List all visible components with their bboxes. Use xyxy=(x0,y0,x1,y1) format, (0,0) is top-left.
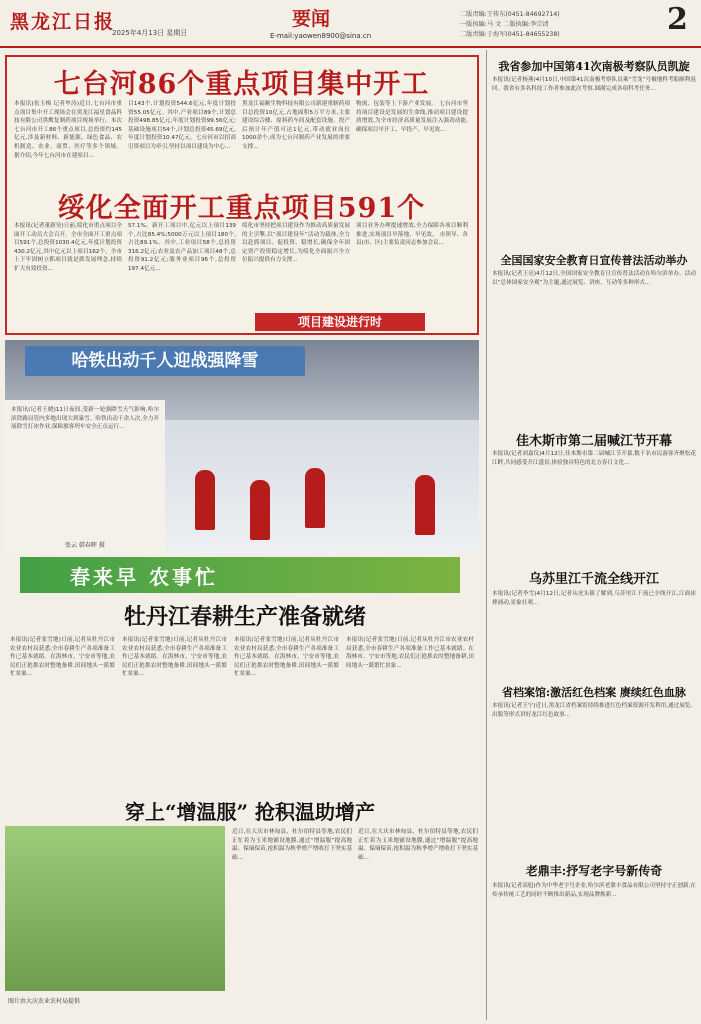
paper-logo: 黑龙江日报 xyxy=(10,11,116,33)
sidebar-body: 本报讯(记者李雪)4月12日,记者从虎头镇了解到,乌苏里江千流已全线开江,江面冰排涌动,景象壮观... xyxy=(492,591,696,606)
sidebar-headline: 佳木斯市第二届喊江节开幕 xyxy=(515,434,672,449)
article-body: 本报讯(记者张雪地)日前,记者从牡丹江市农业农村局获悉,全市春耕生产各项准备工作已基本就绪。在海林市、宁安市等地,农民们正抢抓农时整地备耕,田间地头一派繁忙景象... xyxy=(346,637,474,669)
sidebar-headline: 乌苏里江千流全线开江 xyxy=(528,572,659,587)
headline-mudanjiang: 牡丹江春耕生产准备就绪 xyxy=(123,604,366,630)
field-photo xyxy=(5,826,225,991)
headline-qitaihe: 七台河86个重点项目集中开工 xyxy=(53,69,430,100)
project-tag: 项目建设进行时 xyxy=(255,313,425,331)
headline-suihua: 绥化全面开工重点项目591个 xyxy=(57,193,426,224)
sidebar-body: 本报讯(记者王宁)近日,黑龙江省档案馆持续推进红色档案资源开发利用,通过展览、出版等形式讲好龙江红色故事... xyxy=(492,703,696,718)
worker-figure xyxy=(415,475,435,535)
article-body: 近日,在大庆市林甸县、杜尔伯特县等地,农民们正忙着为玉米地铺设地膜,通过“增温服”提高地温、保墒保苗,抢积温为秋季增产增收打下坚实基础... xyxy=(232,829,352,861)
article-body: 本报讯(记者张雪地)日前,记者从牡丹江市农业农村局获悉,全市春耕生产各项准备工作已基本就绪。在海林市、宁安市等地,农民们正抢抓农时整地备耕,田间地头一派繁忙景象... xyxy=(10,637,115,678)
article-body: 57.1%。新开工项目中,亿元以上项目139个,占比85.4%;5000万元以上项目180个,占比89.1%。其中,工业项目58个,总投资316.2亿元;农业及农产品加工项目48个,总投资91.2亿元;服务业项目96个,总投资197.4亿元... xyxy=(128,223,236,272)
sidebar-headline: 省档案馆:激活红色档案 赓续红色血脉 xyxy=(502,686,686,699)
article-body: 本报讯(记者王晓)11日夜间,受新一轮强降雪天气影响,哈尔滨铁路局管内多地出现大到暴雪。哈铁出动千余人次,全力开展除雪打冰作业,保障旅客列车安全正点运行... xyxy=(11,407,159,431)
issue-date: 2025年4月13日 星期日 xyxy=(112,29,188,37)
spring-banner xyxy=(20,557,460,593)
article-body: 黑龙江福顺生物科技有限公司新建重制药项目总投资10亿元,占地面积5万平方米,主要建设综合楼、原料药车间及配套设施。投产后预计年产值可达1亿元,带动就业岗位1000余个,成为七台河制药产业发展的重要支撑... xyxy=(242,101,350,150)
editor-credits xyxy=(460,10,670,40)
sidebar-body: 本报讯(记者王亮)4月12日,全国国家安全教育日宣传普法活动在哈尔滨举办。活动以“总体国家安全观”为主题,通过展览、讲座、互动等多种形式... xyxy=(492,271,696,286)
photo-caption: 张云 韩春晖 摄 xyxy=(65,542,105,549)
section-title: 要闻 xyxy=(292,8,331,30)
section-email: E-mail:yaowen8900@sina.cn xyxy=(270,32,372,40)
article-body: 本报讯(记者董新昊)日前,绥化市重点项目全面开工动员大会召开。全市全面开工重点项目591个,总投资1030.4亿元,年度计划投资430.2亿元,其中亿元以上项目162个。全市上下牢固树立抓项目就是抓发展理念,持续扩大有效投资... xyxy=(14,223,122,272)
sidebar-headline: 我省参加中国第41次南极考察队员凯旋 xyxy=(498,60,690,73)
spring-banner-text: 春来早 农事忙 xyxy=(70,565,218,589)
column-divider xyxy=(486,50,487,1020)
headline-daqing: 穿上“增温服” 抢积温助增产 xyxy=(125,800,375,824)
worker-figure xyxy=(195,470,215,530)
worker-figure xyxy=(250,480,270,540)
editor-line: 一版执编:马 文 二版执编:李宗清 xyxy=(460,21,549,28)
photo-banner: 哈铁出动千人迎战强降雪 xyxy=(25,346,305,376)
sidebar-headline: 全国国家安全教育日宣传普法活动举办 xyxy=(500,254,688,267)
sidebar-body: 本报讯(记者高旭)作为中华老字号企业,哈尔滨老鼎丰食品有限公司坚持守正创新,在传承传统工艺的同时不断推出新品,实现品牌焕新... xyxy=(492,883,696,898)
article-body: 项目业务办理提速增效,全力保障各项目顺利推进,实现项目早落地、早见效。 市领导、各县(市、区)主要负责同志参加会议... xyxy=(356,223,468,247)
sidebar-body: 本报讯(记者刘嘉仪)4月12日,佳木斯市第二届喊江节开幕,数千名市民游客齐聚松花江畔,共同感受开江盛景,体验独具特色的北方春日文化... xyxy=(492,451,696,466)
article-body: 目143个,计划投资544.6亿元,年度计划投资55.05亿元。其中,产业项目89个,计划总投资498.85亿元,年度计划投资99.56亿元;基础设施项目54个,计划总投资45.69亿元,年度计划投资10.47亿元。七台河市以招商引资项目为牵引,坚持以项目建设为中心... xyxy=(128,101,236,150)
article-body: 物流、包装等上下游产业发展。 七台河市坚持项目建设是发展的生命线,推动项目建设提质增效,为全市经济高质量发展注入强劲动能,确保项目早开工、早投产、早见效... xyxy=(356,101,468,133)
page-number: 2 xyxy=(667,2,688,37)
sidebar-headline: 老鼎丰:抒写老字号新传奇 xyxy=(525,864,663,878)
editor-line: 二版责编:于海军(0451-84655238) xyxy=(460,31,560,38)
editor-line: 二版责编:王传东(0451-84692714) xyxy=(460,11,560,18)
snow-clearing-photo xyxy=(5,340,479,554)
photo-caption: 图片由大庆农业农村局提供 xyxy=(8,998,81,1005)
article-body: 近日,在大庆市林甸县、杜尔伯特县等地,农民们正忙着为玉米地铺设地膜,通过“增温服”提高地温、保墒保苗,抢积温为秋季增产增收打下坚实基础... xyxy=(358,829,478,861)
article-body: 绥化市坚持把项目建设作为推动高质量发展的主引擎,以“项目建设年”活动为载体,全力以赴抓项目、促投资、稳增长,确保全年固定资产投资稳定增长,为绥化全面振兴全方位振兴提供有力支撑... xyxy=(242,223,350,264)
article-body: 本报讯(张玉梅 记者牟涛)近日,七台河市重点项目集中开工现场会在黑龙江福星食品科技有限公司黑鹰复制药项目现场举行。本次七台河市开工86个重点项目,总投资约145亿元,涉及新材料、新能源、绿色食品、农机制造、农业、商贸、医疗等多个领域。 据介绍,今年七台河市在建项目... xyxy=(14,101,122,159)
article-body: 本报讯(记者张雪地)日前,记者从牡丹江市农业农村局获悉,全市春耕生产各项准备工作已基本就绪。在海林市、宁安市等地,农民们正抢抓农时整地备耕,田间地头一派繁忙景象... xyxy=(122,637,227,678)
sidebar-body: 本报讯(记者杨燕)4月10日,中国第41次南极考察队员乘“雪龙”号极地科考船顺利返回。我省有多名科技工作者参加此次考察,圆满完成各项科考任务... xyxy=(492,77,696,92)
article-body: 本报讯(记者张雪地)日前,记者从牡丹江市农业农村局获悉,全市春耕生产各项准备工作已基本就绪。在海林市、宁安市等地,农民们正抢抓农时整地备耕,田间地头一派繁忙景象... xyxy=(234,637,339,678)
worker-figure xyxy=(305,468,325,528)
